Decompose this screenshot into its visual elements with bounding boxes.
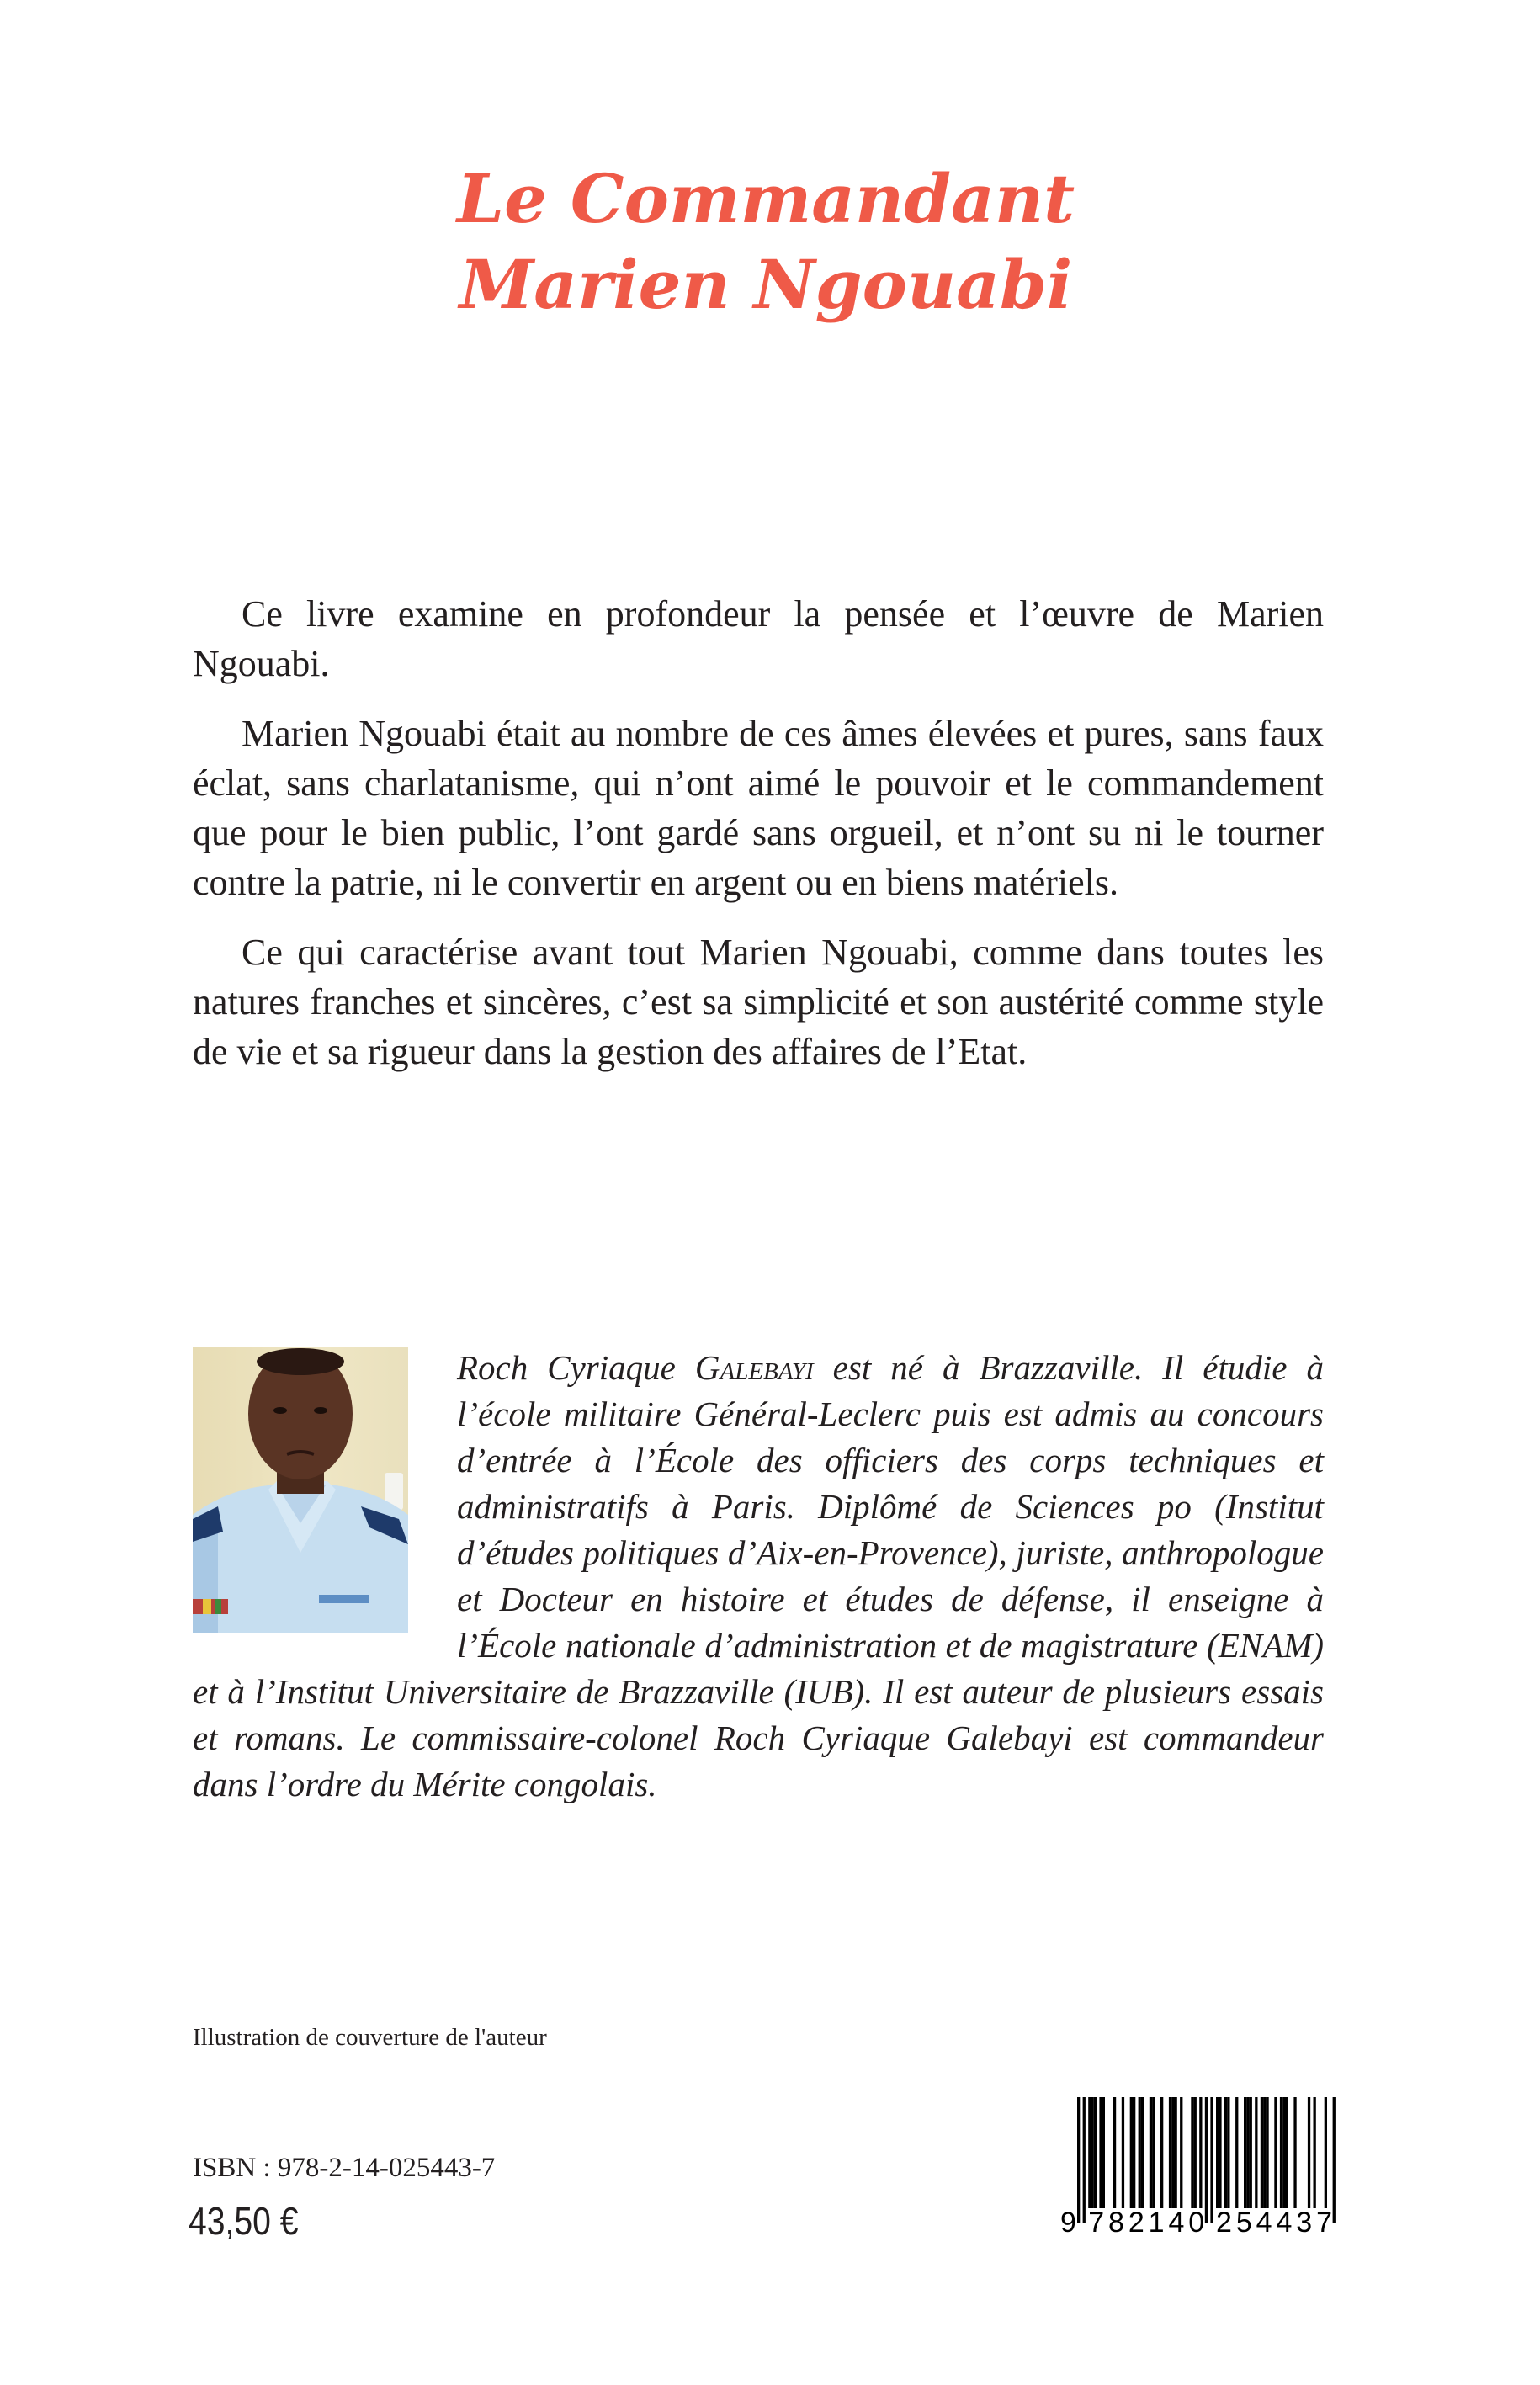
barcode-bar: [1244, 2097, 1246, 2208]
barcode-bar: [1261, 2097, 1263, 2208]
author-bio: [193, 1345, 1324, 1808]
barcode-bar: [1180, 2097, 1182, 2208]
barcode-bar: [1227, 2097, 1229, 2208]
author-first-names: Roch Cyriaque: [457, 1348, 695, 1387]
barcode-bar: [1194, 2097, 1197, 2208]
barcode-bar: [1113, 2097, 1116, 2208]
barcode-bar: [1133, 2097, 1135, 2208]
barcode-bar: [1266, 2097, 1268, 2208]
barcode-bar: [1169, 2097, 1171, 2208]
price: 43,50 €: [189, 2199, 299, 2243]
barcode-bar: [1191, 2097, 1193, 2208]
barcode-bar: [1175, 2097, 1177, 2208]
barcode-bar: [1282, 2097, 1285, 2208]
barcode-bar: [1250, 2097, 1252, 2208]
author-surname: Galebayi: [694, 1348, 814, 1387]
barcode-bar: [1171, 2097, 1174, 2208]
barcode-digits: 254437: [1216, 2207, 1332, 2239]
barcode-bar: [1246, 2097, 1249, 2208]
barcode-bar: [1099, 2097, 1102, 2208]
barcode-bar: [1083, 2097, 1086, 2223]
barcode-bar: [1325, 2097, 1327, 2208]
barcode-bar: [1314, 2097, 1316, 2208]
barcode-bar: [1091, 2097, 1094, 2208]
barcode-bar: [1199, 2097, 1202, 2208]
summary-paragraph: Ce qui caractérise avant tout Marien Ngouabi, comme dans toutes les natures franches et sincères, c’est sa simplicité et son austérité comme style de vie et sa rigueur dans la gestion des affaires de l’Etat.: [193, 932, 1324, 1072]
barcode-bar: [1219, 2097, 1221, 2208]
author-photo: [193, 1347, 408, 1633]
isbn: ISBN : 978-2-14-025443-7: [193, 2153, 496, 2183]
title-line-1: Le Commandant: [456, 159, 1075, 238]
summary: [193, 589, 1324, 1097]
barcode-bar: [1150, 2097, 1152, 2208]
barcode: [1059, 2097, 1336, 2240]
barcode-bar: [1210, 2097, 1213, 2223]
barcode-bar: [1130, 2097, 1133, 2208]
summary-paragraph: Marien Ngouabi était au nombre de ces âmes élevées et pures, sans faux éclat, sans charlatanisme, qui n’ont aimé le pouvoir et le commandement que pour le bien public, l’ont gardé sans orgueil, et n’ont su ni le tourner contre la patrie, ni le convertir en argent ou en biens matériels.: [193, 713, 1324, 903]
author-bio-text: est né à Brazzaville. Il étudie à l’école militaire Général-Leclerc puis est admis au concours d’entrée à l’École des officiers des corps techniques et administratifs à Paris. Diplômé de Sciences po (Institut d’études politiques d’Aix-en-Provence), juriste, anthropologue et Docteur en histoire et études de défense, il enseigne à l’École nationale d’administration et de magistrature (ENAM) et à l’Institut Universitaire de Brazzaville (IUB). Il est auteur de plusieurs essais et romans. Le commissaire-colonel Roch Cyriaque Galebayi est commandeur dans l’ordre du Mérite congolais.: [193, 1348, 1324, 1803]
barcode-bar: [1255, 2097, 1257, 2208]
barcode-bar: [1152, 2097, 1155, 2208]
barcode-digits: 9: [1060, 2207, 1076, 2239]
barcode-bar: [1205, 2097, 1208, 2223]
barcode-bar: [1308, 2097, 1310, 2208]
summary-paragraph: Ce livre examine en profondeur la pensée et l’œuvre de Marien Ngouabi.: [193, 593, 1324, 684]
barcode-bar: [1293, 2097, 1296, 2208]
barcode-digits: 782140: [1088, 2207, 1205, 2239]
barcode-bar: [1263, 2097, 1266, 2208]
barcode-bar: [1216, 2097, 1219, 2208]
barcode-bar: [1077, 2097, 1080, 2223]
barcode-bar: [1224, 2097, 1227, 2208]
barcode-bar: [1139, 2097, 1141, 2208]
barcode-bar: [1122, 2097, 1124, 2208]
barcode-bar: [1088, 2097, 1091, 2208]
cover-credit: Illustration de couverture de l'auteur: [193, 2024, 547, 2051]
barcode-bar: [1094, 2097, 1097, 2208]
book-title: [0, 156, 1540, 327]
barcode-bar: [1102, 2097, 1105, 2208]
barcode-bar: [1280, 2097, 1282, 2208]
barcode-bar: [1141, 2097, 1144, 2208]
barcode-bar: [1274, 2097, 1277, 2208]
barcode-bar: [1333, 2097, 1336, 2223]
title-line-2: Marien Ngouabi: [459, 245, 1073, 324]
barcode-bar: [1235, 2097, 1238, 2208]
barcode-bar: [1160, 2097, 1163, 2208]
barcode-bar: [1286, 2097, 1288, 2208]
